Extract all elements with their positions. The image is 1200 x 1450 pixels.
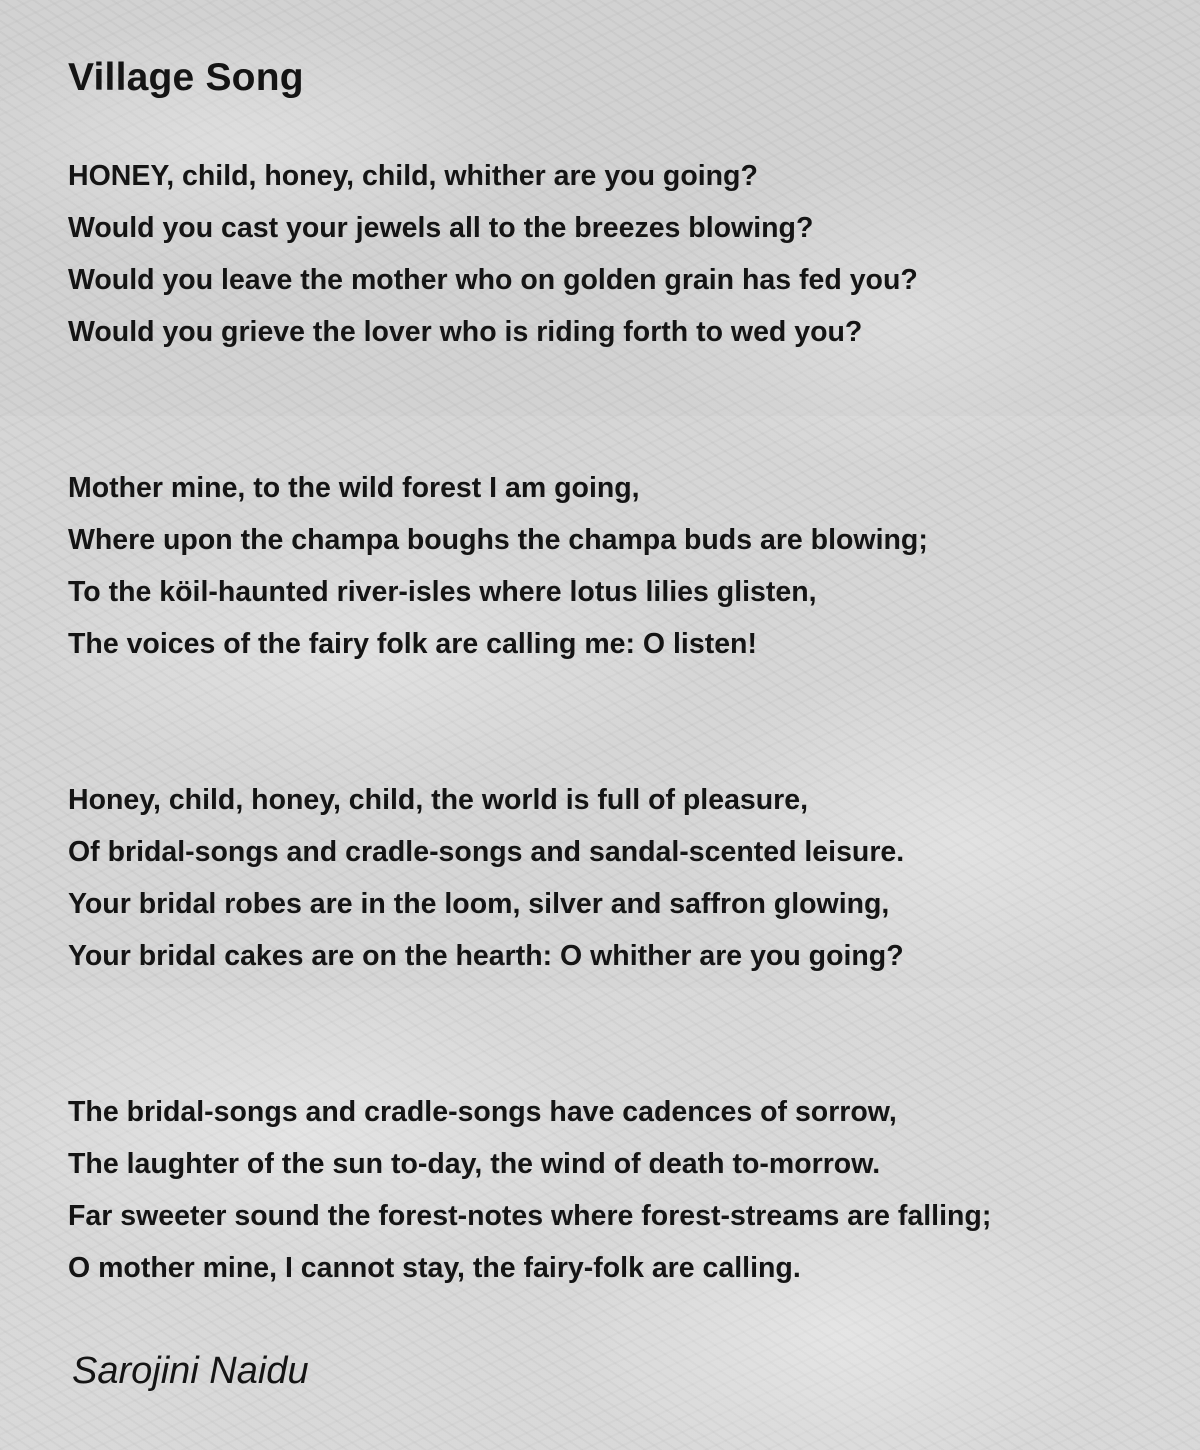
poem-title: Village Song: [68, 56, 304, 99]
poem-line: Your bridal cakes are on the hearth: O whither are you going?: [68, 940, 904, 972]
poem-line: The laughter of the sun to-day, the wind of death to-morrow.: [68, 1148, 881, 1180]
stanza-4: [68, 1086, 1178, 1294]
poem-line: Honey, child, honey, child, the world is full of pleasure,: [68, 784, 809, 816]
poem-line: To the köil-haunted river-isles where lotus lilies glisten,: [68, 576, 817, 608]
poem-line: Of bridal-songs and cradle-songs and sandal-scented leisure.: [68, 836, 905, 868]
poem-line: The bridal-songs and cradle-songs have cadences of sorrow,: [68, 1096, 897, 1128]
poem-line: Would you grieve the lover who is riding forth to wed you?: [68, 316, 863, 348]
poem-line: O mother mine, I cannot stay, the fairy-folk are calling.: [68, 1252, 801, 1284]
stanza-3: [68, 774, 1178, 982]
poem-line: Mother mine, to the wild forest I am going,: [68, 472, 640, 504]
poem-line: Would you leave the mother who on golden grain has fed you?: [68, 264, 918, 296]
poem-line: Would you cast your jewels all to the breezes blowing?: [68, 212, 814, 244]
poem-line: Far sweeter sound the forest-notes where forest-streams are falling;: [68, 1200, 992, 1232]
poem-author: Sarojini Naidu: [72, 1350, 309, 1392]
poem-line: Your bridal robes are in the loom, silver and saffron glowing,: [68, 888, 890, 920]
stanza-2: [68, 462, 1178, 670]
stanza-1: [68, 150, 1178, 358]
poem-line: Where upon the champa boughs the champa buds are blowing;: [68, 524, 928, 556]
poem-line: HONEY, child, honey, child, whither are you going?: [68, 160, 758, 192]
poem-line: The voices of the fairy folk are calling me: O listen!: [68, 628, 757, 660]
